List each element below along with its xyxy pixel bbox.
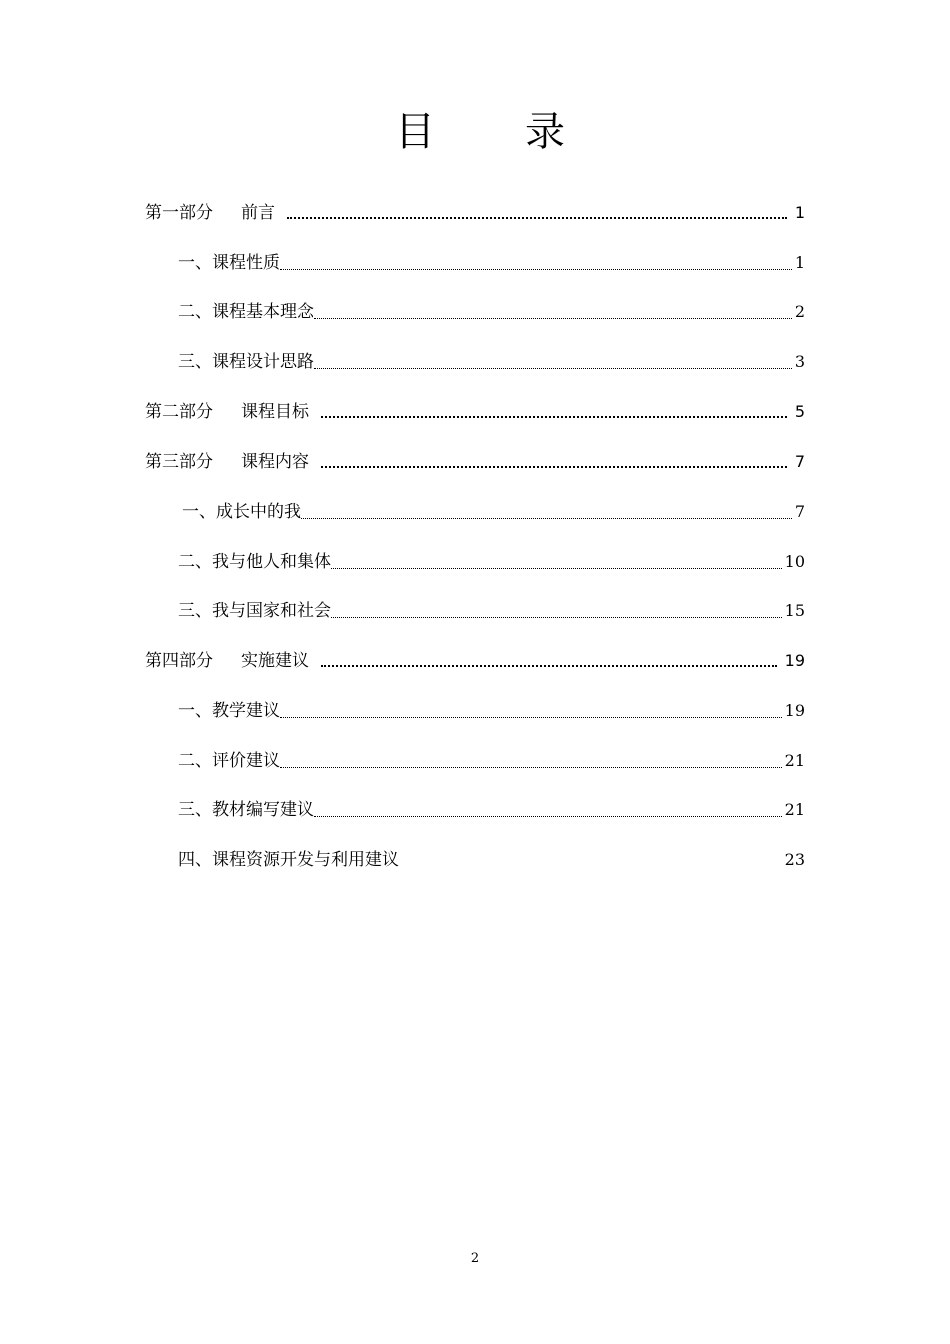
toc-entry-sub[interactable] [178,299,805,325]
toc-page-number: 21 [784,751,805,770]
toc-page-number: 1 [794,203,805,222]
toc-entry-label: 二、我与他人和集体 [178,552,331,572]
toc-entry-label: 课程目标 [241,402,309,422]
dot-leader [331,558,782,569]
dot-leader [321,653,777,667]
toc-part-number: 第三部分 [145,452,213,472]
dot-leader [321,454,787,468]
toc-entry-sub[interactable] [178,797,805,823]
toc-entry-sub[interactable] [182,499,805,525]
toc-page-number: 19 [784,701,805,720]
toc-page-number: 7 [794,452,805,471]
toc-entry-part-3[interactable] [145,449,805,475]
toc-page-number: 3 [794,352,805,371]
toc-entry-sub[interactable] [178,250,805,276]
dot-leader [287,205,787,219]
dot-leader [301,508,792,519]
toc-entry-part-2[interactable] [145,399,805,425]
dot-leader [280,259,792,270]
toc-part-number: 第二部分 [145,402,213,422]
leader-blank [399,857,782,867]
toc-entry-part-1[interactable] [145,200,805,226]
toc-entry-label: 前言 [241,203,275,223]
dot-leader [280,707,782,718]
toc-entry-label: 四、课程资源开发与利用建议 [178,850,399,870]
toc-entry-label: 一、教学建议 [178,701,280,721]
toc-page-number: 15 [784,601,805,620]
title-char-1: 目 [395,109,435,155]
toc-entry-sub[interactable] [178,349,805,375]
toc-entry-label: 二、评价建议 [178,751,280,771]
toc-entry-label: 三、我与国家和社会 [178,601,331,621]
toc-entry-part-4[interactable] [145,648,805,674]
toc-page-number: 5 [794,402,805,421]
toc-entry-label: 一、课程性质 [178,253,280,273]
toc-page-number: 2 [794,302,805,321]
toc-part-number: 第四部分 [145,651,213,671]
toc-entry-sub[interactable] [178,847,805,873]
dot-leader [280,757,782,768]
toc-entry-label: 三、课程设计思路 [178,352,314,372]
dot-leader [314,358,792,369]
dot-leader [314,806,782,817]
toc-entry-label: 课程内容 [241,452,309,472]
toc-entry-label: 一、成长中的我 [182,502,301,522]
dot-leader [331,607,782,618]
toc-page-number: 23 [784,850,805,869]
page-footer-number: 2 [470,1251,480,1266]
toc-page-number: 19 [784,651,805,670]
toc-page-number: 21 [784,800,805,819]
toc-page-number: 1 [794,253,805,272]
toc-page-number: 7 [794,502,805,521]
toc-page-number: 10 [784,552,805,571]
toc-part-number: 第一部分 [145,203,213,223]
dot-leader [314,308,792,319]
toc-entry-sub[interactable] [178,698,805,724]
toc-entry-label: 二、课程基本理念 [178,302,314,322]
toc-entry-sub[interactable] [178,748,805,774]
toc-entry-sub[interactable] [178,549,805,575]
dot-leader [321,404,787,418]
toc-entry-sub[interactable] [178,598,805,624]
title-char-2: 录 [525,109,565,155]
toc-entry-label: 实施建议 [241,651,309,671]
toc-entry-label: 三、教材编写建议 [178,800,314,820]
